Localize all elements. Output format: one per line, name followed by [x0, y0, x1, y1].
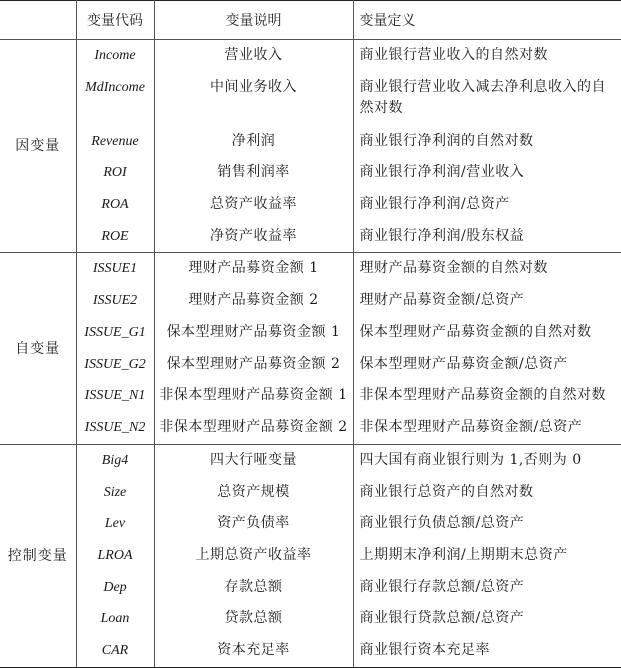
var-desc: 存款总额 — [154, 572, 353, 604]
var-desc: 保本型理财产品募资金额 2 — [154, 349, 353, 381]
var-desc: 非保本型理财产品募资金额 2 — [154, 412, 353, 444]
var-def: 上期期末净利润/上期期末总资产 — [359, 546, 568, 563]
table-row — [0, 635, 621, 667]
var-code: ISSUE_N1 — [76, 380, 154, 412]
var-def: 商业银行贷款总额/总资产 — [359, 610, 525, 627]
var-desc: 贷款总额 — [154, 603, 353, 635]
table-row — [0, 40, 621, 72]
table-row — [0, 253, 621, 285]
var-def: 商业银行总资产的自然对数 — [359, 483, 534, 500]
var-desc: 营业收入 — [154, 40, 353, 72]
var-code: ROA — [76, 189, 154, 221]
table-row — [0, 444, 621, 476]
table-row — [0, 317, 621, 349]
table-row — [0, 285, 621, 317]
var-def: 商业银行净利润/总资产 — [359, 196, 510, 213]
var-desc: 资本充足率 — [154, 635, 353, 667]
table-row — [0, 508, 621, 540]
var-def: 商业银行营业收入减去净利息收入的自然对数 — [359, 78, 606, 116]
var-code: CAR — [76, 635, 154, 667]
table-row — [0, 412, 621, 444]
var-code: MdIncome — [76, 72, 154, 126]
var-def: 商业银行净利润的自然对数 — [359, 132, 534, 149]
var-code: ROE — [76, 221, 154, 253]
var-desc: 上期总资产收益率 — [154, 540, 353, 572]
var-def: 非保本型理财产品募资金额/总资产 — [353, 412, 621, 444]
table-row — [0, 540, 621, 572]
var-desc: 资产负债率 — [154, 508, 353, 540]
var-desc: 销售利润率 — [154, 157, 353, 189]
table-row — [0, 189, 621, 221]
var-def: 保本型理财产品募资金额/总资产 — [359, 355, 568, 372]
var-code: ROI — [76, 157, 154, 189]
var-desc: 非保本型理财产品募资金额 1 — [154, 380, 353, 412]
var-desc: 总资产收益率 — [154, 189, 353, 221]
table-row — [0, 603, 621, 635]
header-desc: 变量说明 — [154, 1, 353, 40]
var-code: Dep — [76, 572, 154, 604]
var-code: Revenue — [76, 126, 154, 158]
var-def: 商业银行净利润/营业收入 — [359, 164, 525, 181]
var-code: Big4 — [76, 444, 154, 476]
table-row — [0, 221, 621, 253]
var-code: LROA — [76, 540, 154, 572]
table-row — [0, 477, 621, 509]
var-def: 理财产品募资金额的自然对数 — [359, 260, 548, 277]
table-row — [0, 157, 621, 189]
var-desc: 净利润 — [154, 126, 353, 158]
table-row — [0, 572, 621, 604]
table-row — [0, 126, 621, 158]
header-group — [0, 1, 76, 40]
var-code: ISSUE2 — [76, 285, 154, 317]
var-desc: 净资产收益率 — [154, 221, 353, 253]
var-code: Size — [76, 477, 154, 509]
table-row — [0, 380, 621, 412]
var-code: ISSUE_G1 — [76, 317, 154, 349]
var-code: Loan — [76, 603, 154, 635]
var-def: 商业银行净利润/股东权益 — [353, 221, 621, 253]
table-row — [0, 349, 621, 381]
header-row — [0, 1, 621, 40]
var-def: 商业银行营业收入的自然对数 — [359, 47, 548, 63]
var-def: 商业银行存款总额/总资产 — [359, 578, 525, 595]
table-row — [0, 72, 621, 126]
var-code: ISSUE_N2 — [76, 412, 154, 444]
var-desc: 理财产品募资金额 1 — [154, 253, 353, 285]
var-code: ISSUE_G2 — [76, 349, 154, 381]
var-def: 非保本型理财产品募资金额的自然对数 — [359, 387, 606, 404]
var-def: 保本型理财产品募资金额的自然对数 — [359, 323, 592, 340]
var-desc: 总资产规模 — [154, 477, 353, 509]
var-desc: 四大行哑变量 — [154, 444, 353, 476]
group-label: 控制变量 — [0, 444, 76, 667]
group-label: 因变量 — [0, 40, 76, 253]
header-def: 变量定义 — [353, 1, 621, 40]
var-code: Income — [76, 40, 154, 72]
var-desc: 理财产品募资金额 2 — [154, 285, 353, 317]
var-def: 商业银行负债总额/总资产 — [359, 515, 525, 532]
var-desc: 保本型理财产品募资金额 1 — [154, 317, 353, 349]
group-label: 自变量 — [0, 253, 76, 444]
var-def: 理财产品募资金额/总资产 — [359, 292, 525, 309]
var-def: 商业银行资本充足率 — [353, 635, 621, 667]
var-def: 四大国有商业银行则为 1,否则为 0 — [359, 451, 582, 468]
header-code: 变量代码 — [76, 1, 154, 40]
var-code: ISSUE1 — [76, 253, 154, 285]
var-code: Lev — [76, 508, 154, 540]
var-desc: 中间业务收入 — [154, 72, 353, 126]
